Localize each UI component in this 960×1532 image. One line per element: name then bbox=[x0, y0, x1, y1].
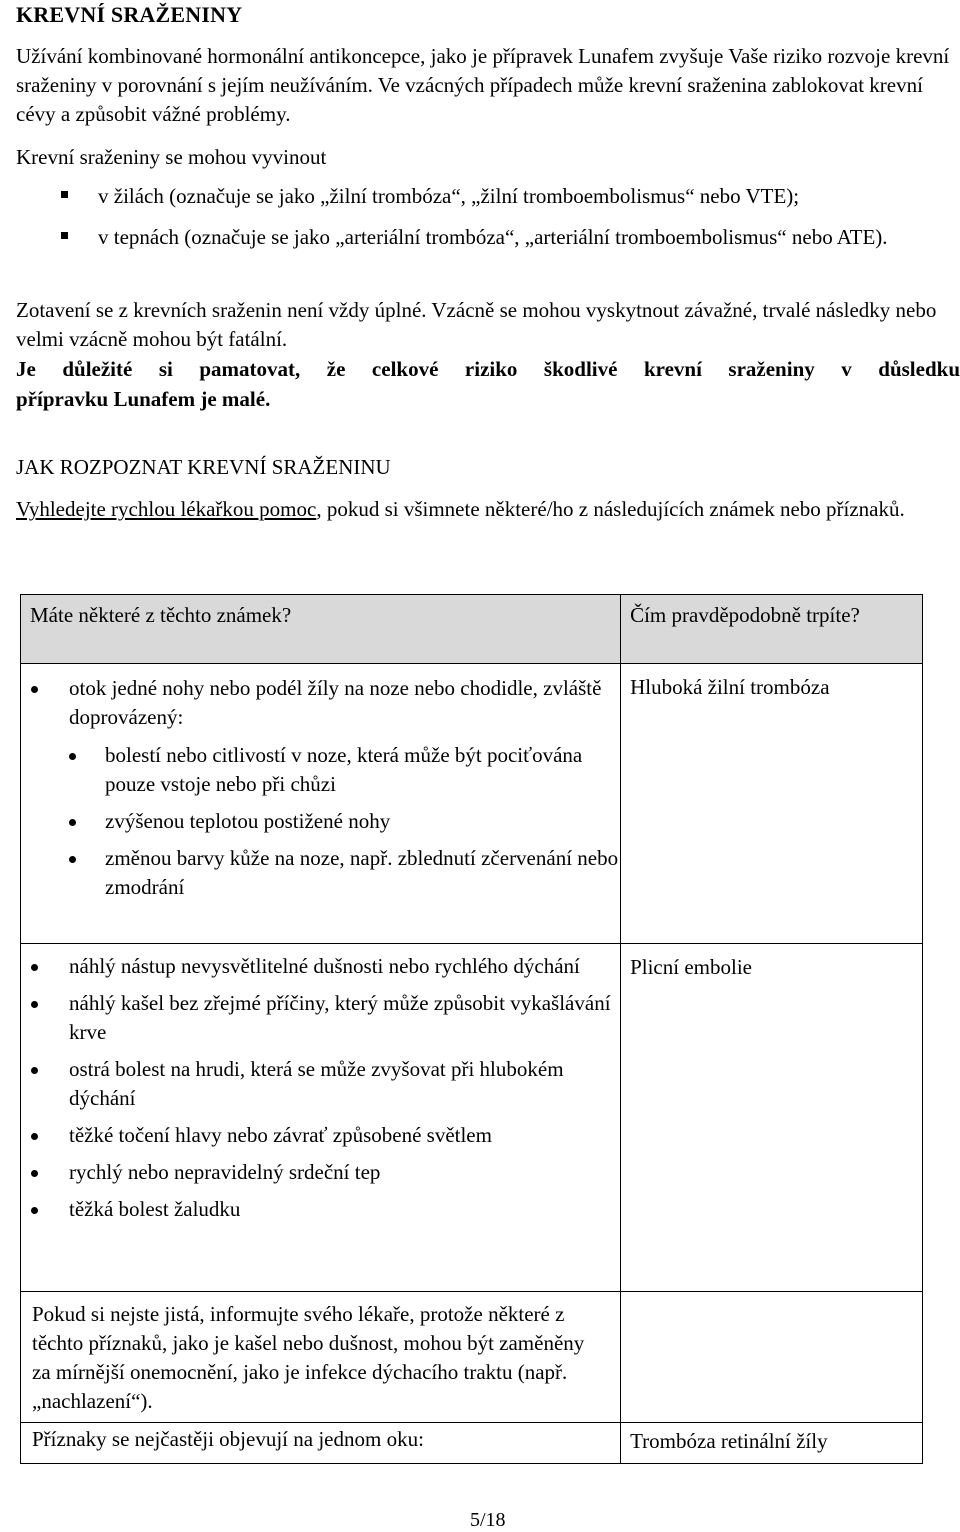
list-item bbox=[21, 952, 620, 981]
header-signs-cell bbox=[21, 595, 621, 664]
header-condition: Čím pravděpodobně trpíte? bbox=[621, 595, 923, 664]
signs-list bbox=[21, 664, 620, 902]
bullet-icon bbox=[31, 964, 38, 971]
sign-text: ostrá bolest na hrudi, která se může zvyšovat při hlubokém dýchání bbox=[69, 1057, 564, 1110]
symptoms-table bbox=[20, 594, 923, 1464]
sign-text: zvýšenou teplotou postižené nohy bbox=[105, 809, 391, 833]
table-row bbox=[21, 1423, 923, 1464]
note-cell: Pokud si nejste jistá, informujte svého lékaře, protože některé z těchto příznaků, jako je kašel nebo dušnost, mohou být zaměněny za mírnější onemocnění, jako je infekce dýchacího traktu (např. „nachlazení“). bbox=[21, 1292, 621, 1423]
intro-paragraph: Užívání kombinované hormonální antikoncepce, jako je přípravek Lunafem zvyšuje Vaše riziko rozvoje krevní sraženiny v porovnání s jejím neužíváním. Ve vzácných případech může krevní sraženina zablokovat krevní cévy a způsobit vážné problémy. bbox=[16, 44, 950, 126]
bullet-icon bbox=[69, 856, 76, 863]
important-line-2: přípravku Lunafem je malé. bbox=[16, 387, 271, 411]
signs-cell bbox=[21, 944, 621, 1292]
recovery-paragraph: Zotavení se z krevních sraženin není vždy úplné. Vzácně se mohou vyskytnout závažné, trvalé následky nebo velmi vzácně mohou být fatální. bbox=[16, 298, 937, 351]
table-row bbox=[21, 944, 923, 1292]
important-line-1: Je důležité si pamatovat, že celkové riziko škodlivé krevní sraženiny v důsledku bbox=[16, 357, 960, 381]
list-item bbox=[21, 1055, 620, 1113]
sign-text: těžká bolest žaludku bbox=[69, 1197, 241, 1221]
list-item bbox=[21, 1195, 620, 1224]
signs-list bbox=[21, 944, 620, 1224]
condition-cell: Trombóza retinální žíly bbox=[621, 1423, 923, 1464]
square-bullet-icon bbox=[61, 232, 68, 239]
table-row bbox=[21, 1292, 923, 1423]
develop-lead-text: Krevní sraženiny se mohou vyvinout bbox=[16, 145, 327, 169]
condition-cell: Hluboká žilní trombóza bbox=[621, 664, 923, 944]
list-item bbox=[57, 741, 620, 799]
seek-help-emphasis: Vyhledejte rychlou lékařkou pomoc bbox=[16, 497, 317, 521]
bullet-icon bbox=[69, 753, 76, 760]
signs-cell: Příznaky se nejčastěji objevují na jednom oku: bbox=[21, 1423, 621, 1464]
list-item bbox=[57, 844, 620, 902]
table-header-row bbox=[21, 595, 923, 664]
header-signs: Máte některé z těchto známek? bbox=[30, 603, 292, 627]
sign-text: náhlý kašel bez zřejmé příčiny, který může způsobit vykašlávání krve bbox=[69, 991, 611, 1044]
bullet-icon bbox=[69, 819, 76, 826]
signs-cell bbox=[21, 664, 621, 944]
seek-help-rest: , pokud si všimnete některé/ho z následujících známek nebo příznaků. bbox=[316, 497, 905, 521]
table-row bbox=[21, 664, 923, 944]
sign-text: otok jedné nohy nebo podél žíly na noze nebo chodidle, zvláště doprovázený: bbox=[69, 676, 602, 729]
sign-text: náhlý nástup nevysvětlitelné dušnosti nebo rychlého dýchání bbox=[69, 954, 580, 978]
empty-condition-cell bbox=[621, 1292, 923, 1423]
section-title-recognize: JAK ROZPOZNAT KREVNÍ SRAŽENINU bbox=[16, 455, 391, 479]
list-item bbox=[21, 1121, 620, 1150]
list-item bbox=[57, 807, 620, 836]
sign-text: rychlý nebo nepravidelný srdeční tep bbox=[69, 1160, 381, 1184]
develop-item-text: v žilách (označuje se jako „žilní trombóza“, „žilní tromboembolismus“ nebo VTE); bbox=[98, 184, 800, 208]
square-bullet-icon bbox=[61, 191, 68, 198]
condition-cell: Plicní embolie bbox=[621, 944, 923, 1292]
list-item bbox=[21, 674, 620, 902]
develop-item-text: v tepnách (označuje se jako „arteriální trombóza“, „arteriální tromboembolismus“ nebo ATE). bbox=[98, 225, 888, 249]
sign-text: bolestí nebo citlivostí v noze, která může být pociťována pouze vstoje nebo při chůzi bbox=[105, 743, 583, 796]
develop-item-arteries bbox=[61, 222, 951, 252]
bullet-icon bbox=[31, 686, 38, 693]
bullet-icon bbox=[31, 1170, 38, 1177]
bullet-icon bbox=[31, 1207, 38, 1214]
sign-text: těžké točení hlavy nebo závrať způsobené světlem bbox=[69, 1123, 492, 1147]
develop-list bbox=[61, 181, 951, 263]
develop-item-veins bbox=[61, 181, 951, 211]
section-title-blood-clots: KREVNÍ SRAŽENINY bbox=[16, 2, 243, 27]
list-item bbox=[21, 1158, 620, 1187]
bullet-icon bbox=[31, 1001, 38, 1008]
sign-text: změnou barvy kůže na noze, např. zblednutí zčervenání nebo zmodrání bbox=[105, 846, 619, 899]
seek-help-paragraph bbox=[16, 494, 946, 524]
important-note bbox=[16, 354, 960, 414]
bullet-icon bbox=[31, 1067, 38, 1074]
sub-signs-list bbox=[57, 732, 620, 902]
list-item bbox=[21, 989, 620, 1047]
page-number: 5/18 bbox=[470, 1509, 506, 1531]
bullet-icon bbox=[31, 1133, 38, 1140]
